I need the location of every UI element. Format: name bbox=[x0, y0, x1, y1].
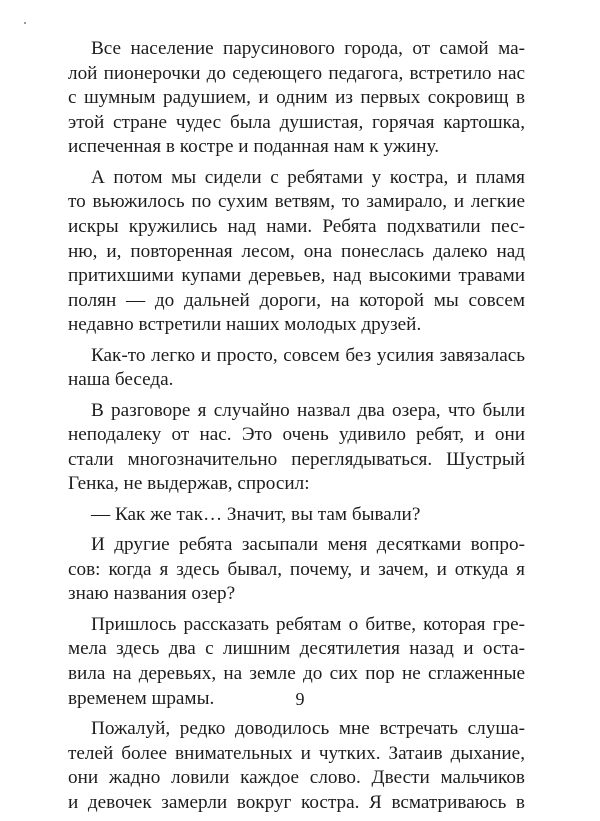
text-line: Пожалуй, редко доводилось мне встречать слуша- bbox=[91, 718, 525, 740]
text-line: знаю названия озер? bbox=[68, 583, 236, 605]
text-line: сов: когда я здесь бывал, почему, и зачем, и откуда я bbox=[68, 558, 525, 580]
text-line: недавно встретили наших молодых друзей. bbox=[68, 314, 422, 336]
paragraph bbox=[68, 717, 525, 815]
text-line: наша беседа. bbox=[68, 369, 174, 391]
text-line: они жадно ловили каждое слово. Двести мальчиков bbox=[68, 767, 525, 789]
text-line: И другие ребята засыпали меня десятками вопро- bbox=[91, 534, 525, 556]
paragraph bbox=[68, 399, 525, 497]
text-line: А потом мы сидели с ребятами у костра, и пламя bbox=[91, 166, 525, 188]
text-line: этой стране чудес была душистая, горячая картошка, bbox=[68, 111, 525, 133]
text-line: лой пионерочки до седеющего педагога, встретило нас bbox=[68, 62, 525, 84]
text-line: мела здесь два с лишним десятилетия назад и оста- bbox=[68, 638, 525, 660]
text-line: вила на деревьях, на земле до сих пор не сглаженные bbox=[68, 663, 525, 685]
text-line: — Как же так… Значит, вы там бывали? bbox=[91, 503, 421, 525]
paragraph bbox=[68, 37, 525, 160]
text-line: и девочек замерли вокруг костра. Я всматриваюсь в bbox=[68, 791, 525, 813]
text-line: Все население парусинового города, от самой ма- bbox=[91, 38, 525, 59]
paragraph bbox=[68, 533, 525, 607]
paragraph bbox=[68, 503, 525, 528]
text-line: временем шрамы. bbox=[68, 687, 215, 709]
paragraph bbox=[68, 166, 525, 338]
text-line: неподалеку от нас. Это очень удивило ребят, и они bbox=[68, 424, 525, 446]
text-line: В разговоре я случайно назвал два озера, что были bbox=[91, 399, 525, 421]
page-number: 9 bbox=[295, 689, 305, 709]
paragraph bbox=[68, 344, 525, 393]
text-line: притихшими купами деревьев, над высокими травами bbox=[68, 265, 525, 287]
text-line: Как-то легко и просто, совсем без усилия завязалась bbox=[91, 344, 525, 366]
text-line: стали многозначительно переглядываться. Шустрый bbox=[68, 448, 525, 470]
text-line: телей более внимательных и чутких. Затаив дыхание, bbox=[68, 742, 525, 764]
text-line: испеченная в костре и поданная нам к ужину. bbox=[68, 136, 440, 158]
text-line: искры кружились над нами. Ребята подхватили пес- bbox=[68, 215, 525, 237]
text-line: Пришлось рассказать ребятам о битве, которая гре- bbox=[91, 613, 525, 635]
text-line: ню, и, повторенная лесом, она понеслась далеко над bbox=[68, 240, 525, 262]
text-line: Генка, не выдержав, спросил: bbox=[68, 473, 310, 495]
page-speck bbox=[24, 22, 26, 24]
text-line: полян — до дальней дороги, на которой мы совсем bbox=[68, 289, 525, 311]
text-line: то вьюжилось по сухим ветвям, то замирало, и легкие bbox=[68, 191, 525, 213]
text-line: с шумным радушием, и одним из первых сокровищ в bbox=[68, 87, 525, 109]
